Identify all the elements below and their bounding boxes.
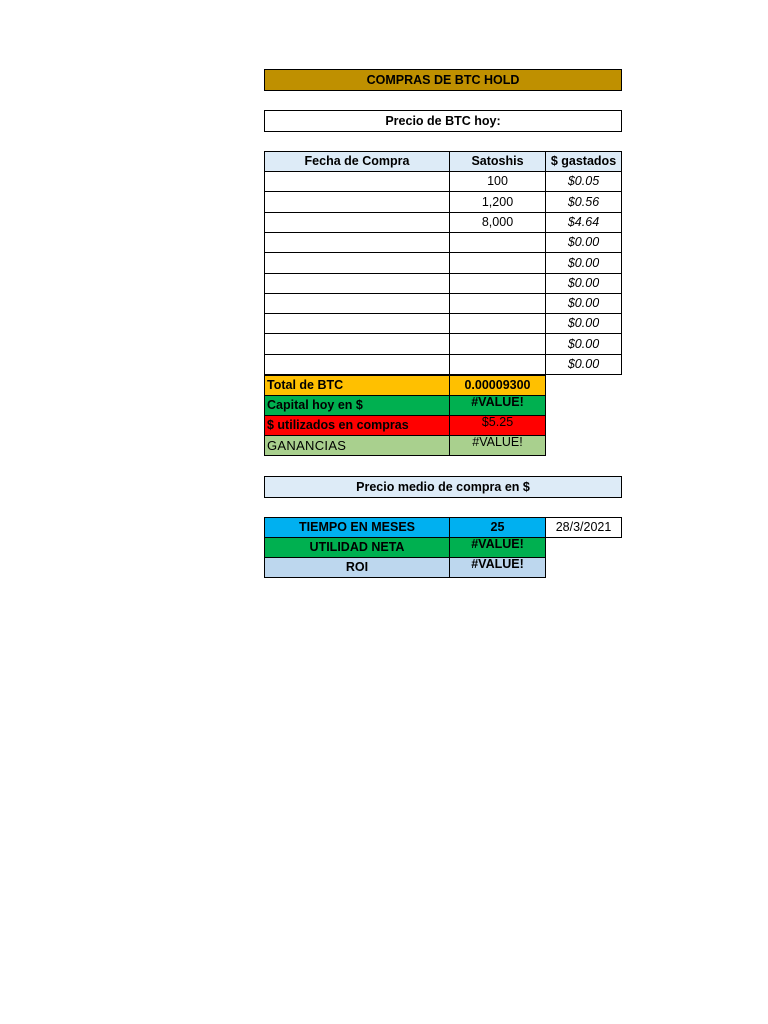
date-cell[interactable] xyxy=(264,232,450,253)
roi-value[interactable]: #VALUE! xyxy=(449,557,546,578)
spent-cell[interactable]: $0.00 xyxy=(545,333,622,355)
gains-label: GANANCIAS xyxy=(264,435,450,456)
roi-label: ROI xyxy=(264,557,450,578)
spent-cell[interactable]: $0.05 xyxy=(545,171,622,192)
date-cell[interactable] xyxy=(264,333,450,355)
avg-price-label[interactable]: Precio medio de compra en $ xyxy=(264,476,622,498)
date-cell[interactable] xyxy=(264,293,450,314)
header-satoshis: Satoshis xyxy=(449,151,546,172)
date-cell[interactable] xyxy=(264,212,450,233)
net-label: UTILIDAD NETA xyxy=(264,537,450,558)
satoshis-cell[interactable] xyxy=(449,313,546,334)
btc-price-label[interactable]: Precio de BTC hoy: xyxy=(264,110,622,132)
spent-cell[interactable]: $0.00 xyxy=(545,313,622,334)
header-spent: $ gastados xyxy=(545,151,622,172)
date-cell[interactable] xyxy=(264,273,450,294)
date-cell[interactable] xyxy=(264,171,450,192)
spent-cell[interactable]: $4.64 xyxy=(545,212,622,233)
date-cell[interactable] xyxy=(264,252,450,274)
sheet-title: COMPRAS DE BTC HOLD xyxy=(264,69,622,91)
spent-cell[interactable]: $0.00 xyxy=(545,273,622,294)
spent-cell[interactable]: $0.56 xyxy=(545,191,622,213)
used-label: $ utilizados en compras xyxy=(264,415,450,436)
spent-cell[interactable]: $0.00 xyxy=(545,354,622,375)
spent-cell[interactable]: $0.00 xyxy=(545,293,622,314)
date-value[interactable]: 28/3/2021 xyxy=(545,517,622,538)
date-cell[interactable] xyxy=(264,191,450,213)
spent-cell[interactable]: $0.00 xyxy=(545,232,622,253)
satoshis-cell[interactable]: 100 xyxy=(449,171,546,192)
satoshis-cell[interactable] xyxy=(449,232,546,253)
satoshis-cell[interactable] xyxy=(449,293,546,314)
months-label: TIEMPO EN MESES xyxy=(264,517,450,538)
gains-value[interactable]: #VALUE! xyxy=(449,435,546,456)
satoshis-cell[interactable] xyxy=(449,252,546,274)
satoshis-cell[interactable] xyxy=(449,273,546,294)
capital-value[interactable]: #VALUE! xyxy=(449,395,546,416)
satoshis-cell[interactable] xyxy=(449,354,546,375)
header-date: Fecha de Compra xyxy=(264,151,450,172)
used-value[interactable]: $5.25 xyxy=(449,415,546,436)
satoshis-cell[interactable] xyxy=(449,333,546,355)
satoshis-cell[interactable]: 1,200 xyxy=(449,191,546,213)
date-cell[interactable] xyxy=(264,313,450,334)
total-btc-value[interactable]: 0.00009300 xyxy=(449,375,546,396)
date-cell[interactable] xyxy=(264,354,450,375)
months-value[interactable]: 25 xyxy=(449,517,546,538)
net-value[interactable]: #VALUE! xyxy=(449,537,546,558)
satoshis-cell[interactable]: 8,000 xyxy=(449,212,546,233)
total-btc-label: Total de BTC xyxy=(264,375,450,396)
spent-cell[interactable]: $0.00 xyxy=(545,252,622,274)
capital-label: Capital hoy en $ xyxy=(264,395,450,416)
